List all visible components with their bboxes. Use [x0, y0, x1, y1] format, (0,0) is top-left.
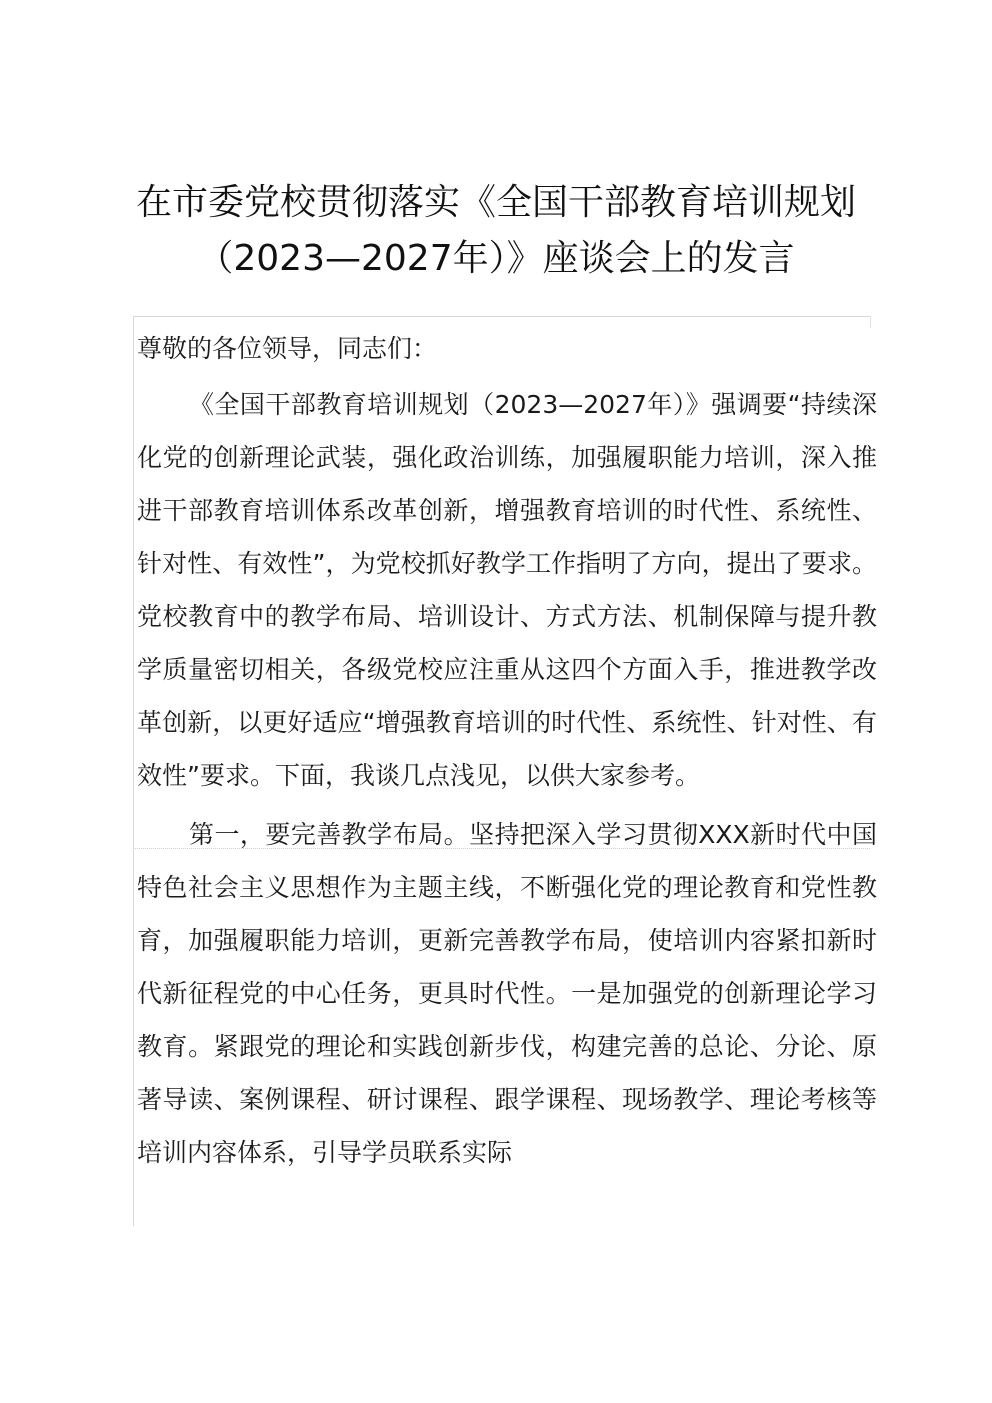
table-left-border: [133, 316, 134, 1226]
salutation: 尊敬的各位领导，同志们：: [137, 334, 438, 363]
document-title: [60, 175, 932, 287]
document-body: [137, 322, 877, 1179]
table-top-border: [133, 316, 870, 317]
paragraph-intro: 《全国干部教育培训规划（2023—2027年）》强调要“持续深化党的创新理论武装，强化政治训练，加强履职能力培训，深入推进干部教育培训体系改革创新，增强教育培训的时代性、系统性、针对性、有效性”，为党校抓好教学工作指明了方向，提出了要求。党校教育中的教学布局、培训设计、方式方法、机制保障与提升教学质量密切相关，各级党校应注重从这四个方面入手，推进教学改革创新，以更好适应“增强教育培训的时代性、系统性、针对性、有效性”要求。下面，我谈几点浅见，以供大家参考。: [137, 390, 877, 790]
title-line-1: 在市委党校贯彻落实《全国干部教育培训规划: [135, 182, 856, 223]
title-line-2: （2023—2027年）》座谈会上的发言: [197, 238, 795, 279]
paragraph-first-point: 第一，要完善教学布局。坚持把深入学习贯彻XXX新时代中国特色社会主义思想作为主题主线，不断强化党的理论教育和党性教育，加强履职能力培训，更新完善教学布局，使培训内容紧扣新时代新征程党的中心任务，更具时代性。一是加强党的创新理论学习教育。紧跟党的理论和实践创新步伐，构建完善的总论、分论、原著导读、案例课程、研讨课程、跟学课程、现场教学、理论考核等培训内容体系，引导学员联系实际: [137, 820, 877, 1167]
